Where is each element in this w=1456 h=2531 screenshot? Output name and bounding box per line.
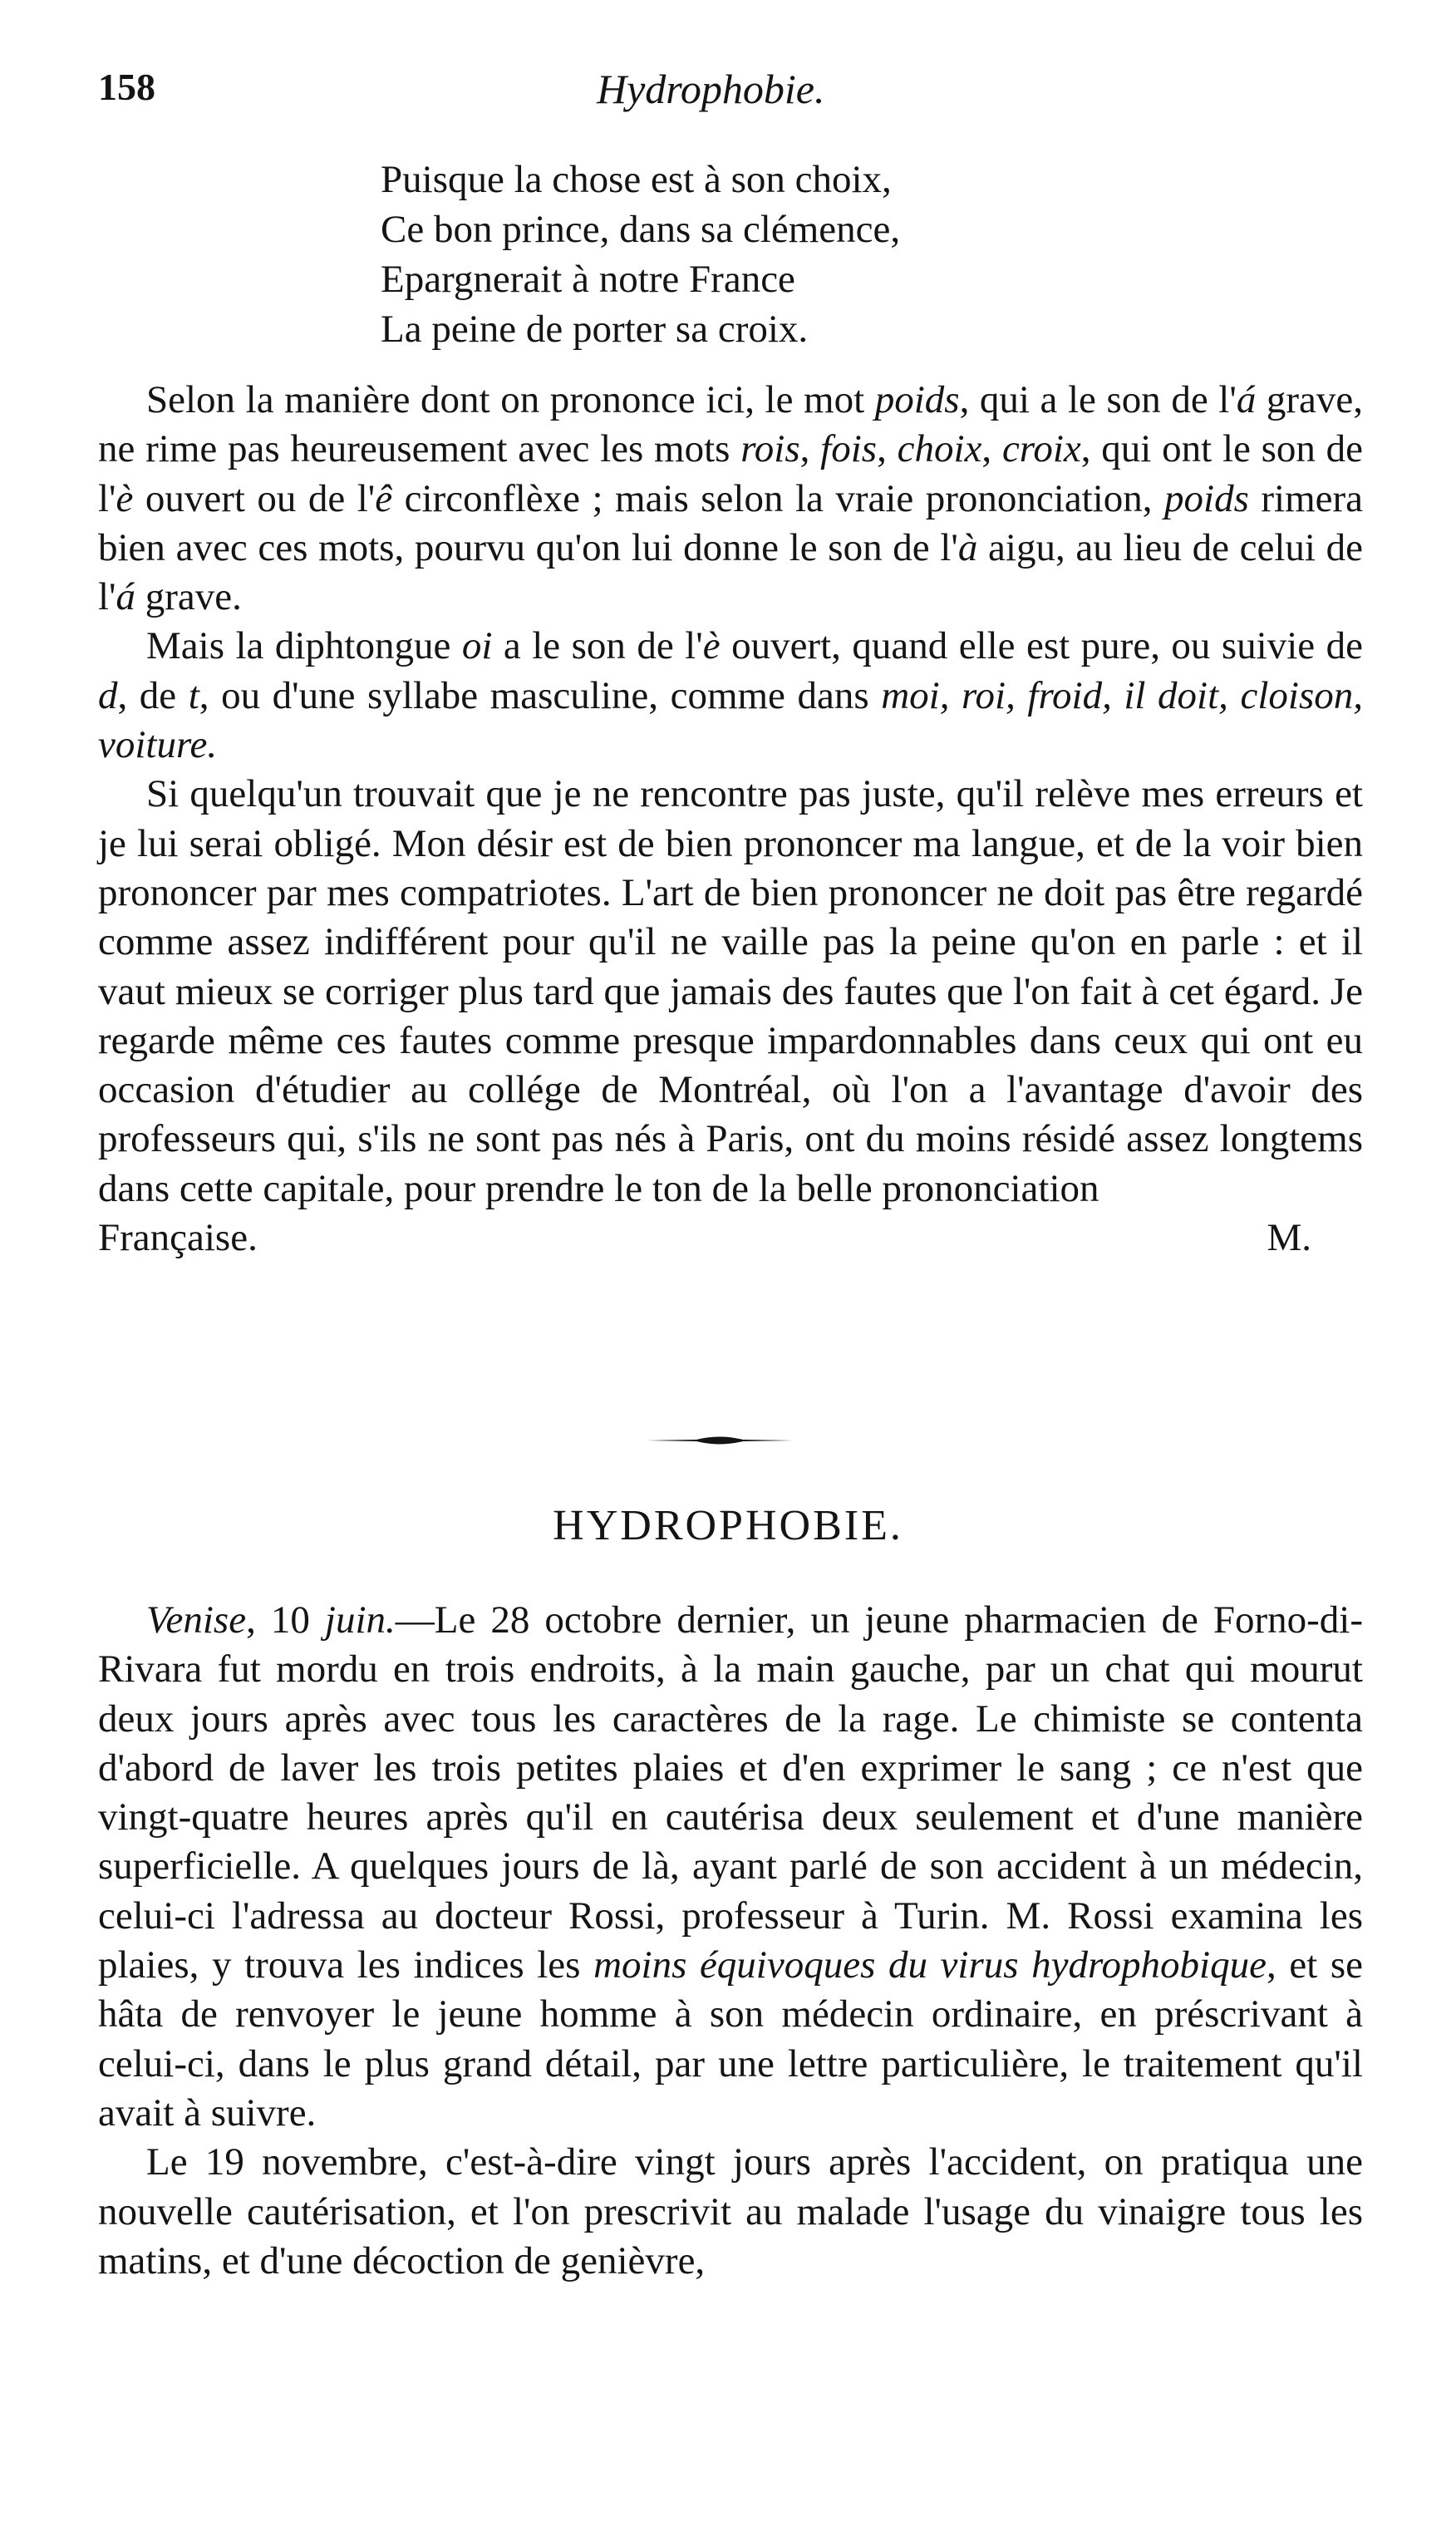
signature-row xyxy=(98,1214,1363,1263)
page-number: 158 xyxy=(98,66,155,108)
verse-stanza xyxy=(381,155,1212,354)
article-pronunciation xyxy=(98,376,1363,1263)
paragraph-venise-report: Venise, 10 juin.—Le 28 octobre dernier, un jeune pharmacien de Forno-di-Rivara fut mordu en trois endroits, à la main gauche, par un chat qui mourut deux jours après avec tous les caractères de la rage. Le chimiste se contenta d'abord de laver les trois petites plaies et d'en exprimer le sang ; ce n'est que vingt-quatre heures après qu'il en cautérisa deux seulement et d'une manière superficielle. A quelques jours de là, ayant parlé de son accident à un médecin, celui-ci l'adressa au docteur Rossi, professeur à Turin. M. Rossi examina les plaies, y trouva les indices les moins équivoques du virus hydrophobique, et se hâta de renvoyer le jeune homme à son médecin ordinaire, en préscrivant à celui-ci, dans le plus grand détail, par une lettre particulière, le traitement qu'il avait à suivre. xyxy=(98,1598,1363,2135)
article-hydrophobie xyxy=(98,1596,1363,2286)
verse-line: Epargnerait à notre France xyxy=(381,258,795,301)
verse-line: La peine de porter sa croix. xyxy=(381,308,809,351)
closing-word: Française. xyxy=(98,1216,258,1260)
section-heading: HYDROPHOBIE. xyxy=(553,1502,903,1549)
running-head xyxy=(98,65,1361,123)
paragraph-treatment: Le 19 novembre, c'est-à-dire vingt jours après l'accident, on pratiqua une nouvelle cautérisation, et l'on prescrivit au malade l'usage du vinaigre tous les matins, et d'une décoction de genièvre, xyxy=(98,2140,1363,2282)
section-divider-ornament xyxy=(647,1432,793,1449)
paragraph-conclusion: Si quelqu'un trouvait que je ne rencontre pas juste, qu'il relève mes erreurs et je lui serai obligé. Mon désir est de bien prononcer ma langue, et de la voir bien prononcer par mes compatriotes. L'art de bien prononcer ne doit pas être regardé comme assez indifférent pour qu'il ne vaille pas la peine qu'on en parle : et il vaut mieux se corriger plus tard que jamais des fautes que l'on fait à cet égard. Je regarde même ces fautes comme presque impardonnables dans ceux qui ont eu occasion d'étudier au collége de Montréal, où l'on a l'avantage d'avoir des professeurs qui, s'ils ne sont pas nés à Paris, ont du moins résidé assez longtems dans cette capitale, pour prendre le ton de la belle prononciation xyxy=(98,772,1363,1210)
paragraph-diphtongue: Mais la diphtongue oi a le son de l'è ouvert, quand elle est pure, ou suivie de d, de t, ou d'une syllabe masculine, comme dans moi, roi, froid, il doit, cloison, voiture. xyxy=(98,624,1363,767)
verse-line: Puisque la chose est à son choix, xyxy=(381,158,892,201)
running-title: Hydrophobie. xyxy=(597,66,825,112)
paragraph-rime-poids: Selon la manière dont on prononce ici, le mot poids, qui a le son de l'á grave, ne rime pas heureusement avec les mots rois, fois, choix, croix, qui ont le son de l'è ouvert ou de l'ê circonflèxe ; mais selon la vraie prononciation, poids rimera bien avec ces mots, pourvu qu'on lui donne le son de l'à aigu, au lieu de celui de l'á grave. xyxy=(98,378,1364,619)
verse-line: Ce bon prince, dans sa clémence, xyxy=(381,208,901,251)
author-signature: M. xyxy=(1267,1216,1311,1260)
